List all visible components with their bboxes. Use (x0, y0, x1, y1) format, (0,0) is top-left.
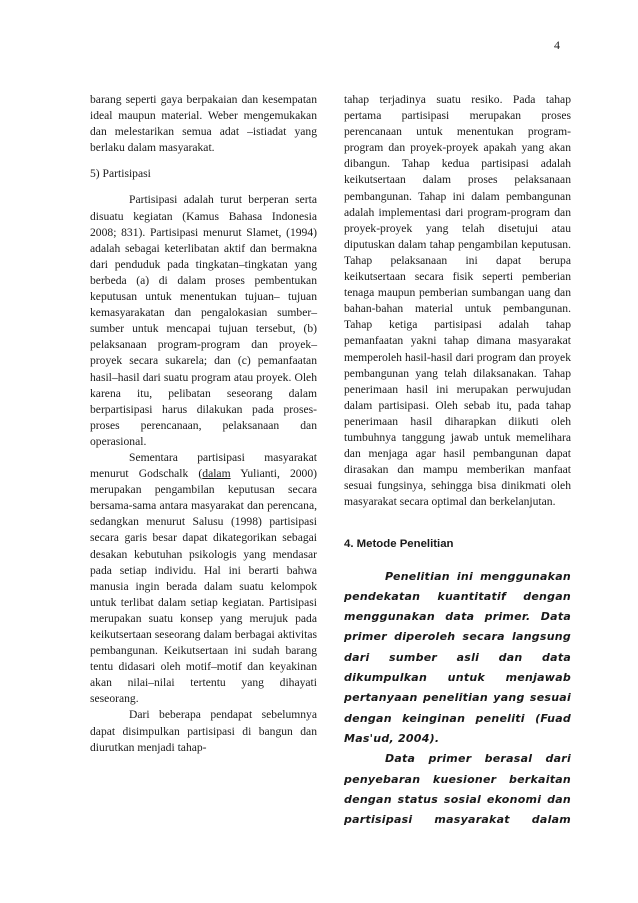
left-paragraph-4: Dari beberapa pendapat sebelumnya dapat disimpulkan partisipasi di bangun dan diurutkan menjadi tahap- (90, 708, 317, 754)
methods-block (344, 567, 571, 831)
section-heading-partisipasi: 5) Partisipasi (90, 167, 151, 181)
left-paragraph-3-underlined: dalam (202, 467, 231, 481)
right-paragraph-1: tahap terjadinya suatu resiko. Pada tahap pertama partisipasi merupakan proses perencanaan untuk menentukan program-program dan proyek-proyek apakah yang akan dibangun. Tahap kedua partisipasi adalah keikutsertaan dalam proses pelaksanaan pembangunan. Tahap ini dalam pembangunan adalah implementasi dari program-program dan proyek-proyek yang telah disetujui atau diputuskan dalam tahap pengambilan keputusan. Tahap pelaksanaan ini dapat berupa keikutsertaan secara fisik seperti pemberian tenaga maupun pemberian sumbangan uang dan bahan-bahan material untuk pembangunan. Tahap ketiga partisipasi adalah tahap pemanfaatan yakni tahap dimana masyarakat memperoleh hasil-hasil dari program dan proyek pembangunan yang telah dilaksanakan. Tahap penerimaan hasil ini merupakan perwujudan dalam partisipasi. Oleh sebab itu, pada tahap penerimaan hasil diharapkan diikuti oleh tumbuhnya tanggung jawab untuk memelihara dan menjaga agar hasil pembangunan dapat dirasakan dan mampu memberikan manfaat sesuai fungsinya, sehingga bisa dinikmati oleh masyarakat secara optimal dan berkelanjutan. (344, 93, 571, 509)
page-number: 4 (554, 38, 560, 52)
right-column (344, 92, 571, 830)
left-paragraph-2: Partisipasi adalah turut berperan serta disuatu kegiatan (Kamus Bahasa Indonesia 2008; 831). Partisipasi menurut Slamet, (1994) adalah sebagai keterlibatan aktif dan bermakna dari penduduk pada tingkatan–tingkatan yang berbeda (a) di dalam proses pembentukan keputusan untuk menentukan tujuan– tujuan kemasyarakatan dan pengalokasian sumber–sumber untuk mencapai tujuan tersebut, (b) pelaksanaan program-program dan proyek–proyek secara sukarela; dan (c) pemanfaatan hasil–hasil dari suatu program atau proyek. Oleh karena itu, pelibatan seseorang dalam berpartisipasi harus dilakukan pada proses-proses perencanaan, pelaksanaan dan operasional. (90, 193, 317, 448)
left-column (90, 92, 317, 756)
left-paragraph-3-text-a: Sementara partisipasi masyarakat menurut Godschalk ( (90, 450, 317, 481)
left-paragraph-1: barang seperti gaya berpakaian dan kesempatan ideal maupun material. Weber mengemukakan dan melestarikan semua adat –istiadat yang berlaku dalam masyarakat. (90, 93, 317, 155)
right-paragraph-3: Data primer berasal dari penyebaran kuesioner berkaitan dengan status sosial ekonomi dan partisipasi masyarakat dalam (344, 752, 571, 827)
left-paragraph-3 (90, 450, 317, 708)
right-paragraph-2: Penelitian ini menggunakan pendekatan kuantitatif dengan menggunakan data primer. Data primer diperoleh secara langsung dari sumber asli dan data dikumpulkan untuk menjawab pertanyaan penelitian yang sesuai dengan keinginan peneliti (Fuad Mas'ud, 2004). (344, 569, 571, 745)
left-paragraph-3-text-b: Yulianti, 2000) merupakan pengambilan keputusan secara bersama-sama antara masyarakat dan perencana, sedangkan menurut Salusu (1998) partisipasi secara garis besar dapat dikategorikan sebagai desakan kebutuhan psikologis yang mendasar pada setiap individu. Hal ini berarti bahwa manusia ingin berada dalam suatu kelompok untuk terlibat dalam setiap kegiatan. Partisipasi merupakan suatu konsep yang merujuk pada keikutsertaan seseorang dalam berbagai aktivitas pembangunan. Keikutsertaan ini sudah barang tentu didasari oleh motif–motif dan keyakinan akan nilai–nilai tertentu yang dihayati seseorang. (90, 467, 317, 706)
section-heading-metode-penelitian: 4. Metode Penelitian (344, 538, 454, 551)
